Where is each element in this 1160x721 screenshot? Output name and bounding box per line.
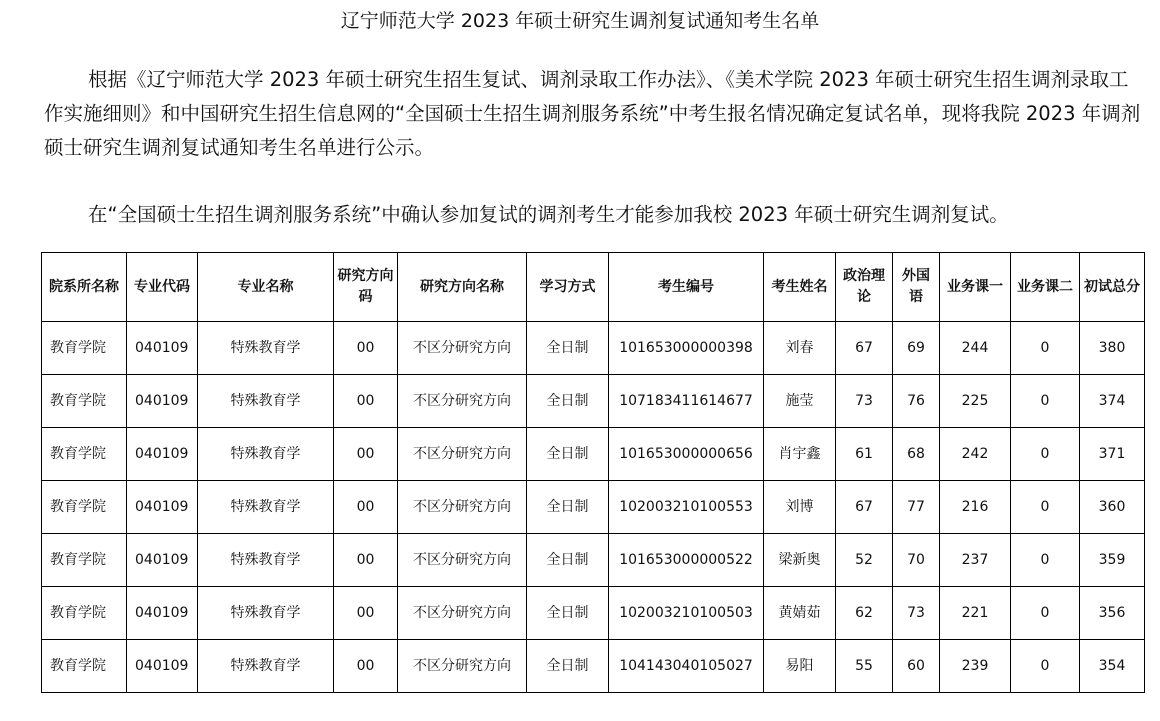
cell-major-code: 040109 [127, 322, 198, 375]
cell-direction-name: 不区分研究方向 [398, 428, 527, 481]
cell-major-name: 特殊教育学 [198, 640, 334, 693]
table-row [42, 534, 1145, 587]
cell-college: 教育学院 [42, 587, 127, 640]
cell-direction-name: 不区分研究方向 [398, 587, 527, 640]
cell-subject-two: 0 [1011, 428, 1080, 481]
cell-politics: 67 [836, 322, 893, 375]
cell-direction-code: 00 [334, 481, 398, 534]
cell-college: 教育学院 [42, 481, 127, 534]
table-row [42, 428, 1145, 481]
cell-total-score: 356 [1080, 587, 1145, 640]
cell-foreign-language: 70 [893, 534, 940, 587]
cell-subject-one: 221 [940, 587, 1011, 640]
cell-study-mode: 全日制 [527, 481, 609, 534]
cell-candidate-name: 肖宇鑫 [764, 428, 836, 481]
cell-total-score: 371 [1080, 428, 1145, 481]
cell-subject-one: 244 [940, 322, 1011, 375]
cell-college: 教育学院 [42, 534, 127, 587]
cell-candidate-id: 101653000000398 [609, 322, 764, 375]
cell-total-score: 354 [1080, 640, 1145, 693]
cell-candidate-id: 101653000000656 [609, 428, 764, 481]
cell-major-code: 040109 [127, 375, 198, 428]
cell-direction-code: 00 [334, 428, 398, 481]
cell-direction-name: 不区分研究方向 [398, 534, 527, 587]
cell-subject-two: 0 [1011, 322, 1080, 375]
cell-direction-code: 00 [334, 322, 398, 375]
cell-college: 教育学院 [42, 375, 127, 428]
header-major-name: 专业名称 [198, 253, 334, 322]
cell-candidate-id: 104143040105027 [609, 640, 764, 693]
cell-candidate-id: 101653000000522 [609, 534, 764, 587]
header-direction-code: 研究方向码 [334, 253, 398, 322]
cell-subject-two: 0 [1011, 481, 1080, 534]
cell-total-score: 359 [1080, 534, 1145, 587]
header-candidate-name: 考生姓名 [764, 253, 836, 322]
cell-direction-code: 00 [334, 534, 398, 587]
header-subject-two: 业务课二 [1011, 253, 1080, 322]
cell-major-name: 特殊教育学 [198, 375, 334, 428]
cell-college: 教育学院 [42, 322, 127, 375]
cell-major-name: 特殊教育学 [198, 534, 334, 587]
cell-foreign-language: 60 [893, 640, 940, 693]
cell-study-mode: 全日制 [527, 587, 609, 640]
cell-college: 教育学院 [42, 428, 127, 481]
cell-subject-one: 239 [940, 640, 1011, 693]
cell-candidate-name: 刘博 [764, 481, 836, 534]
cell-foreign-language: 68 [893, 428, 940, 481]
table-row [42, 322, 1145, 375]
candidate-table [41, 252, 1145, 693]
cell-direction-code: 00 [334, 640, 398, 693]
cell-foreign-language: 76 [893, 375, 940, 428]
cell-total-score: 374 [1080, 375, 1145, 428]
header-major-code: 专业代码 [127, 253, 198, 322]
cell-foreign-language: 77 [893, 481, 940, 534]
cell-candidate-id: 102003210100503 [609, 587, 764, 640]
header-direction-name: 研究方向名称 [398, 253, 527, 322]
table-row [42, 640, 1145, 693]
cell-foreign-language: 69 [893, 322, 940, 375]
cell-subject-one: 237 [940, 534, 1011, 587]
cell-major-code: 040109 [127, 587, 198, 640]
header-college: 院系所名称 [42, 253, 127, 322]
cell-candidate-name: 梁新奥 [764, 534, 836, 587]
table-row [42, 375, 1145, 428]
cell-major-code: 040109 [127, 534, 198, 587]
cell-politics: 55 [836, 640, 893, 693]
cell-direction-code: 00 [334, 587, 398, 640]
intro-paragraph: 根据《辽宁师范大学 2023 年硕士研究生招生复试、调剂录取工作办法》、《美术学院 2023 年硕士研究生招生调剂录取工作实施细则》和中国研究生招生信息网的“全国硕士生招生调剂服务系统”中考生报名情况确定复试名单，现将我院 2023 年调剂硕士研究生调剂复试通知考生名单进行公示。 [44, 68, 1141, 159]
cell-foreign-language: 73 [893, 587, 940, 640]
cell-candidate-id: 107183411614677 [609, 375, 764, 428]
cell-major-code: 040109 [127, 481, 198, 534]
cell-college: 教育学院 [42, 640, 127, 693]
cell-subject-two: 0 [1011, 534, 1080, 587]
cell-subject-one: 225 [940, 375, 1011, 428]
cell-direction-code: 00 [334, 375, 398, 428]
table-header-row [42, 253, 1145, 322]
header-subject-one: 业务课一 [940, 253, 1011, 322]
header-total-score: 初试总分 [1080, 253, 1145, 322]
cell-major-code: 040109 [127, 640, 198, 693]
cell-study-mode: 全日制 [527, 534, 609, 587]
cell-candidate-name: 施莹 [764, 375, 836, 428]
cell-candidate-name: 黄婧茹 [764, 587, 836, 640]
cell-politics: 61 [836, 428, 893, 481]
cell-subject-one: 216 [940, 481, 1011, 534]
cell-major-name: 特殊教育学 [198, 481, 334, 534]
cell-major-name: 特殊教育学 [198, 587, 334, 640]
cell-major-code: 040109 [127, 428, 198, 481]
cell-study-mode: 全日制 [527, 640, 609, 693]
page-title: 辽宁师范大学 2023 年硕士研究生调剂复试通知考生名单 [340, 10, 820, 32]
header-candidate-id: 考生编号 [609, 253, 764, 322]
cell-candidate-name: 易阳 [764, 640, 836, 693]
cell-subject-two: 0 [1011, 640, 1080, 693]
cell-candidate-id: 102003210100553 [609, 481, 764, 534]
cell-direction-name: 不区分研究方向 [398, 481, 527, 534]
cell-total-score: 380 [1080, 322, 1145, 375]
cell-total-score: 360 [1080, 481, 1145, 534]
table-row [42, 481, 1145, 534]
cell-study-mode: 全日制 [527, 322, 609, 375]
cell-study-mode: 全日制 [527, 428, 609, 481]
notice-paragraph: 在“全国硕士生招生调剂服务系统”中确认参加复试的调剂考生才能参加我校 2023 年硕士研究生调剂复试。 [88, 203, 1009, 226]
cell-major-name: 特殊教育学 [198, 322, 334, 375]
header-politics: 政治理论 [836, 253, 893, 322]
cell-direction-name: 不区分研究方向 [398, 375, 527, 428]
cell-subject-two: 0 [1011, 587, 1080, 640]
cell-candidate-name: 刘春 [764, 322, 836, 375]
cell-direction-name: 不区分研究方向 [398, 640, 527, 693]
cell-study-mode: 全日制 [527, 375, 609, 428]
cell-subject-one: 242 [940, 428, 1011, 481]
cell-subject-two: 0 [1011, 375, 1080, 428]
cell-politics: 52 [836, 534, 893, 587]
cell-politics: 67 [836, 481, 893, 534]
cell-direction-name: 不区分研究方向 [398, 322, 527, 375]
header-foreign-language: 外国语 [893, 253, 940, 322]
cell-major-name: 特殊教育学 [198, 428, 334, 481]
header-study-mode: 学习方式 [527, 253, 609, 322]
table-row [42, 587, 1145, 640]
cell-politics: 73 [836, 375, 893, 428]
cell-politics: 62 [836, 587, 893, 640]
